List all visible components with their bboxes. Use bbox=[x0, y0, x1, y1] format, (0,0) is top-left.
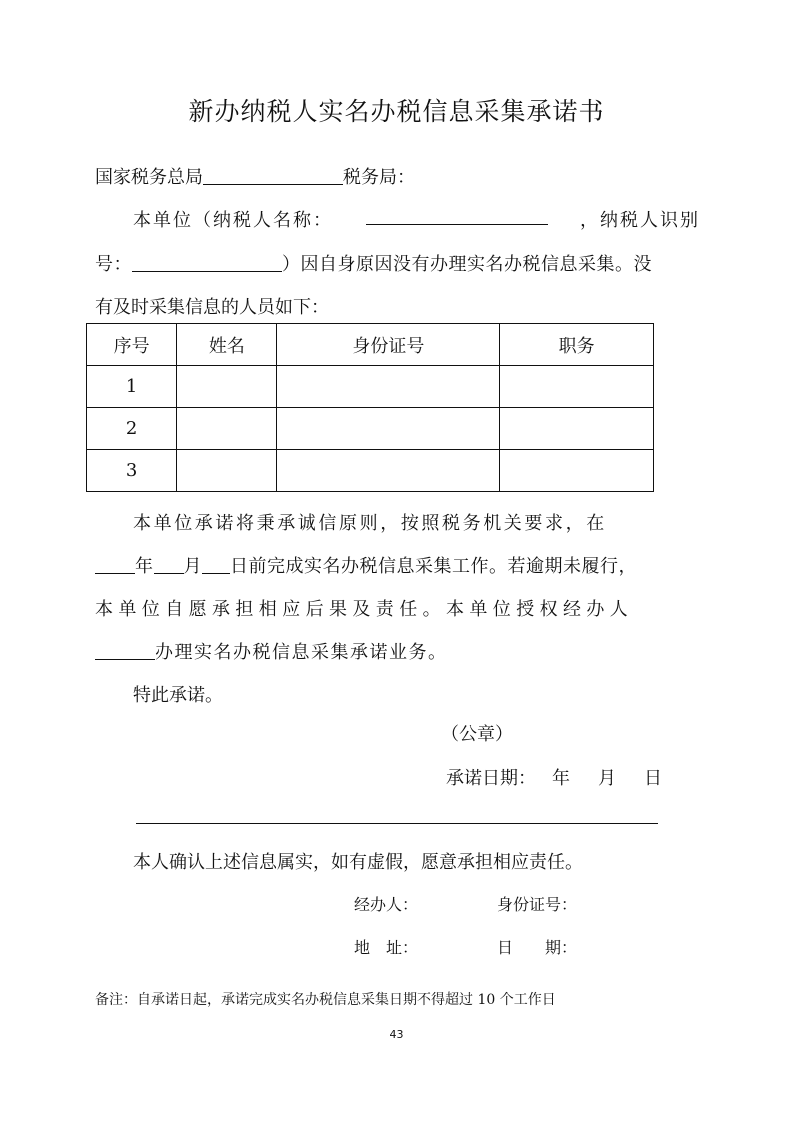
pledge-line-1: 本单位承诺将秉承诚信原则，按照税务机关要求，在 bbox=[133, 513, 607, 534]
table-header-row bbox=[87, 324, 654, 366]
header-id: 身份证号 bbox=[277, 324, 500, 366]
name-cell[interactable] bbox=[177, 450, 277, 492]
pledge-date-year: 年 bbox=[552, 768, 570, 789]
name-cell[interactable] bbox=[177, 408, 277, 450]
closing-text: 特此承诺。 bbox=[133, 685, 223, 706]
agent-id-label: 身份证号： bbox=[497, 895, 578, 914]
intro-line-2 bbox=[95, 250, 652, 276]
agent-blank[interactable] bbox=[95, 641, 155, 660]
pledge-date-month: 月 bbox=[598, 768, 616, 789]
taxpayer-name-blank[interactable] bbox=[366, 206, 548, 225]
intro-line-3: 有及时采集信息的人员如下： bbox=[95, 297, 329, 318]
position-cell[interactable] bbox=[500, 366, 654, 408]
table-row bbox=[87, 450, 654, 492]
addressee-line bbox=[95, 163, 415, 189]
row-no: 3 bbox=[87, 450, 177, 492]
intro-part4: ）因自身原因没有办理实名办税信息采集。没 bbox=[282, 254, 652, 275]
tax-bureau-blank[interactable] bbox=[203, 166, 343, 185]
pledge-line-4-text: 办理实名办税信息采集承诺业务。 bbox=[155, 642, 448, 663]
pledge-line-4 bbox=[95, 638, 448, 664]
row-no: 1 bbox=[87, 366, 177, 408]
id-cell[interactable] bbox=[277, 408, 500, 450]
row-no: 2 bbox=[87, 408, 177, 450]
agent-label: 经办人： bbox=[354, 895, 419, 914]
intro-part2: ，纳税人识别 bbox=[580, 210, 700, 231]
header-no: 序号 bbox=[87, 324, 177, 366]
address-label: 地 址： bbox=[354, 938, 419, 957]
addressee-prefix: 国家税务总局 bbox=[95, 167, 203, 188]
pledge-date bbox=[446, 764, 662, 790]
pledge-day-text: 日前完成实名办税信息采集工作。若逾期未履行， bbox=[230, 556, 637, 577]
addressee-suffix: 税务局： bbox=[343, 167, 415, 188]
pledge-date-label: 承诺日期： bbox=[446, 768, 536, 789]
header-position: 职务 bbox=[500, 324, 654, 366]
header-name: 姓名 bbox=[177, 324, 277, 366]
divider-line bbox=[136, 823, 658, 824]
intro-part1: 本单位（纳税人名称： bbox=[133, 210, 333, 231]
pledge-date-day: 日 bbox=[644, 768, 662, 789]
position-cell[interactable] bbox=[500, 408, 654, 450]
position-cell[interactable] bbox=[500, 450, 654, 492]
intro-line-1 bbox=[95, 206, 700, 232]
pledge-line-2 bbox=[95, 552, 637, 578]
page-number: 43 bbox=[389, 1028, 404, 1041]
seal-label: （公章） bbox=[441, 724, 513, 745]
year-blank[interactable] bbox=[95, 555, 135, 574]
table-row bbox=[87, 408, 654, 450]
footnote: 备注：自承诺日起，承诺完成实名办税信息采集日期不得超过 10 个工作日 bbox=[95, 992, 556, 1008]
day-blank[interactable] bbox=[202, 555, 230, 574]
id-cell[interactable] bbox=[277, 450, 500, 492]
month-blank[interactable] bbox=[154, 555, 184, 574]
confirmation-text: 本人确认上述信息属实，如有虚假，愿意承担相应责任。 bbox=[133, 852, 583, 873]
pledge-line-3: 本单位自愿承担相应后果及责任。本单位授权经办人 bbox=[95, 599, 634, 620]
intro-part3: 号： bbox=[95, 254, 132, 275]
year-label: 年 bbox=[135, 556, 154, 577]
id-cell[interactable] bbox=[277, 366, 500, 408]
table-row bbox=[87, 366, 654, 408]
address-date-label: 日 期： bbox=[497, 938, 578, 957]
month-label: 月 bbox=[183, 556, 202, 577]
taxpayer-id-blank[interactable] bbox=[132, 253, 282, 272]
page-title: 新办纳税人实名办税信息采集承诺书 bbox=[188, 97, 605, 126]
staff-table bbox=[86, 323, 654, 492]
name-cell[interactable] bbox=[177, 366, 277, 408]
